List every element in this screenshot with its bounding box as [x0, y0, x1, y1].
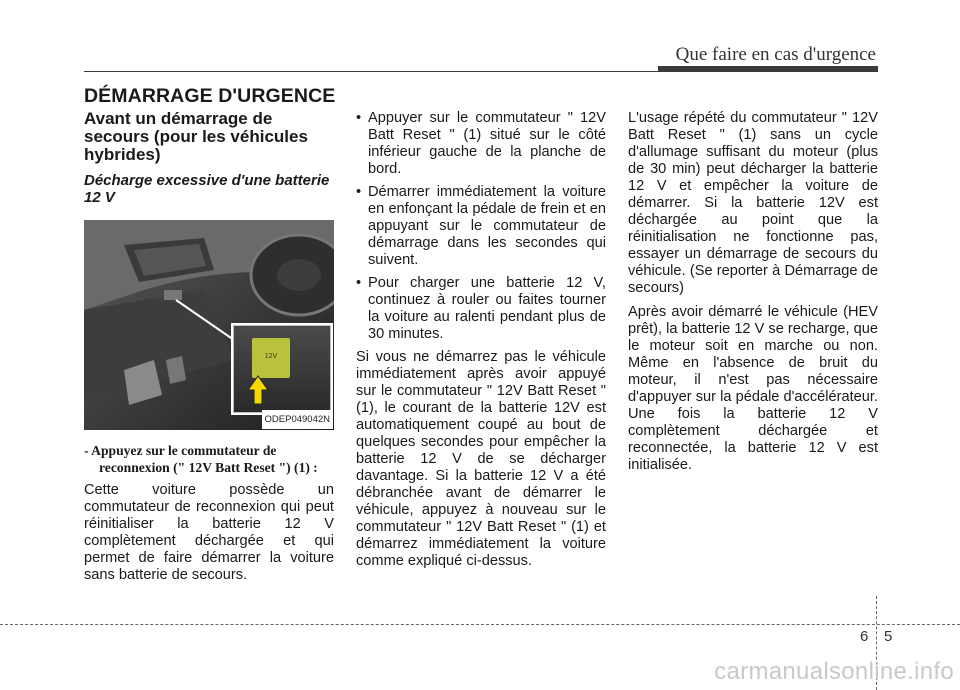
paragraph-1: L'usage répété du commutateur " 12V Batt Reset " (1) sans un cycle d'allumage suffisant du moteur (plus de 30 min) peut décharger la batterie 12 V et empêcher la voiture de démarrer. Si la batterie 12V est déchargée au point que la réinitialisation ne fonctionne pas, essayer un démarrage de secours du véhicule. (Se reporter à Démarrage de secours) [628, 110, 878, 296]
instruction: - Appuyez sur le commutateur de reconnexion (" 12V Batt Reset ") (1) : [84, 443, 318, 475]
column-1 [84, 110, 334, 591]
bullet-text: Démarrer immédiatement la voiture en enfonçant la pédale de frein et en appuyant sur le commutateur de démarrage dans les secondes qui suivent. [368, 184, 606, 268]
paragraph: Si vous ne démarrez pas le véhicule immédiatement après avoir appuyé sur le commutateur " 12V Batt Reset " (1), le courant de la batterie 12V est automatiquement coupé au bout de quelques secondes pour empêcher la batterie 12 V de se décharger davantage. Si la batterie 12 V a été débranchée avant de démarrer le véhicule, appuyez à nouveau sur le commutateur " 12V Batt Reset " (1) et démarrez immédiatement la voiture comme expliqué ci-dessus. [356, 349, 606, 569]
heading: Avant un démarrage de secours (pour les véhicules hybrides) [84, 109, 308, 164]
section-title: DÉMARRAGE D'URGENCE [84, 85, 336, 107]
paragraph-2: Après avoir démarré le véhicule (HEV prêt), la batterie 12 V se recharge, que le moteur soit en marche ou non. Même en l'absence de bruit du moteur, il n'est pas nécessaire d'appuyer sur la pédale d'accélérateur. Une fois la batterie 12 V complètement déchargée et reconnectée, la batterie 12 V est initialisée. [628, 304, 878, 473]
bullet-dot: • [356, 275, 362, 291]
bullet-item [356, 110, 606, 178]
header-rule [84, 71, 878, 72]
bullet-item [356, 275, 606, 343]
bullet-dot: • [356, 110, 362, 126]
image-code: ODEP049042N [262, 410, 333, 429]
svg-text:12V: 12V [264, 353, 278, 360]
subheading: Décharge excessive d'une batterie 12 V [84, 172, 330, 206]
chapter-number: 6 [860, 628, 869, 645]
column-3 [628, 110, 878, 481]
dashboard-photo [84, 220, 334, 430]
column-2 [356, 110, 606, 577]
bullet-text: Pour charger une batterie 12 V, continuez à rouler ou faites tourner la voiture au ralenti pendant plus de 30 minutes. [368, 275, 606, 342]
page-number: 5 [884, 628, 893, 645]
dashboard-illustration [84, 220, 334, 430]
paragraph: Cette voiture possède un commutateur de reconnexion qui peut réinitialiser la batterie 12 V complètement déchargée et qui permet de faire démarrer la voiture sans batterie de secours. [84, 482, 334, 583]
bullet-item [356, 184, 606, 269]
footer-dashed-rule [0, 624, 960, 625]
header-title: Que faire en cas d'urgence [675, 44, 876, 65]
watermark: carmanualsonline.info [714, 658, 954, 685]
bullet-text: Appuyer sur le commutateur " 12V Batt Reset " (1) situé sur le côté inférieur gauche de la planche de bord. [368, 110, 606, 177]
bullet-dot: • [356, 184, 362, 200]
